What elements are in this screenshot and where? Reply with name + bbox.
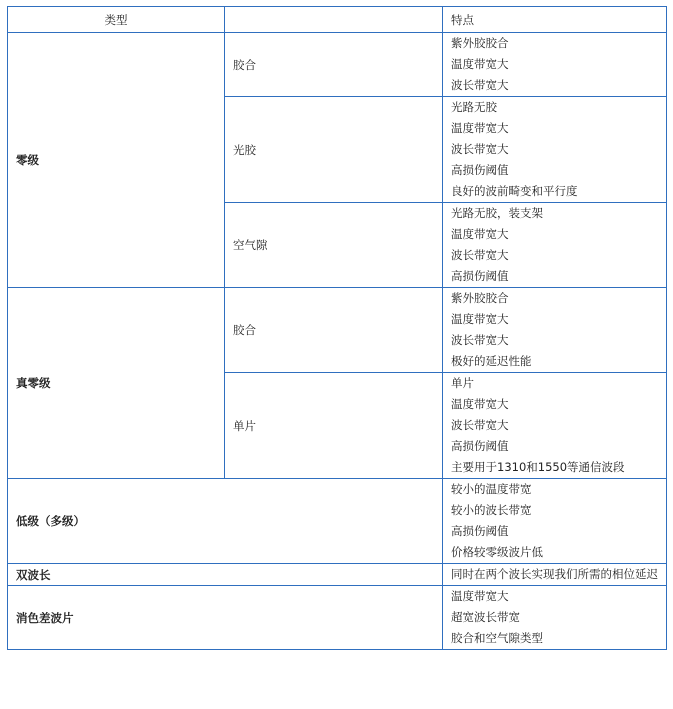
feature-item: 温度带宽大 [451, 227, 509, 241]
feature-item: 波长带宽大 [451, 333, 509, 347]
feature-item: 超宽波长带宽 [451, 610, 520, 624]
feature-item: 较小的温度带宽 [451, 482, 532, 496]
feature-item: 温度带宽大 [451, 397, 509, 411]
feature-item: 波长带宽大 [451, 248, 509, 262]
subtype-cemented: 胶合 [225, 33, 443, 97]
feature-item: 胶合和空气隙类型 [451, 631, 543, 645]
features-cell [443, 97, 667, 203]
type-zero-order: 零级 [8, 33, 225, 288]
header-features: 特点 [443, 7, 667, 33]
type-achromatic: 消色差波片 [8, 586, 443, 650]
feature-item: 高损伤阈值 [451, 439, 509, 453]
feature-item: 极好的延迟性能 [451, 354, 532, 368]
subtype-cemented: 胶合 [225, 288, 443, 373]
type-true-zero-order: 真零级 [8, 288, 225, 479]
feature-item: 温度带宽大 [451, 57, 509, 71]
feature-item: 高损伤阈值 [451, 524, 509, 538]
features-cell [443, 33, 667, 97]
table-row [8, 564, 667, 586]
table-row [8, 33, 667, 97]
features-cell [443, 203, 667, 288]
feature-item: 波长带宽大 [451, 78, 509, 92]
waveplate-types-table [7, 6, 667, 650]
feature-item: 光路无胶 [451, 100, 497, 114]
table-header-row [8, 7, 667, 33]
features-cell [443, 586, 667, 650]
header-subtype [225, 7, 443, 33]
feature-item: 价格较零级波片低 [451, 545, 543, 559]
feature-item: 波长带宽大 [451, 418, 509, 432]
subtype-optical-contact: 光胶 [225, 97, 443, 203]
features-cell [443, 479, 667, 564]
header-type: 类型 [8, 7, 225, 33]
feature-item: 紫外胶胶合 [451, 36, 509, 50]
type-dual-wavelength: 双波长 [8, 564, 443, 586]
feature-item: 温度带宽大 [451, 589, 509, 603]
feature-item: 温度带宽大 [451, 312, 509, 326]
features-cell [443, 564, 667, 586]
feature-item: 高损伤阈值 [451, 269, 509, 283]
feature-item: 较小的波长带宽 [451, 503, 532, 517]
table-row [8, 288, 667, 373]
features-cell [443, 288, 667, 373]
feature-item: 紫外胶胶合 [451, 291, 509, 305]
features-cell [443, 373, 667, 479]
feature-item: 同时在两个波长实现我们所需的相位延迟 [451, 567, 658, 581]
feature-item: 良好的波前畸变和平行度 [451, 184, 578, 198]
subtype-air-spaced: 空气隙 [225, 203, 443, 288]
feature-item: 单片 [451, 376, 474, 390]
feature-item: 波长带宽大 [451, 142, 509, 156]
table-row [8, 586, 667, 650]
feature-item: 高损伤阈值 [451, 163, 509, 177]
type-low-order: 低级（多级） [8, 479, 443, 564]
table-row [8, 479, 667, 564]
feature-item: 主要用于1310和1550等通信波段 [451, 460, 625, 474]
feature-item: 温度带宽大 [451, 121, 509, 135]
feature-item: 光路无胶，装支架 [451, 206, 543, 220]
subtype-single-plate: 单片 [225, 373, 443, 479]
